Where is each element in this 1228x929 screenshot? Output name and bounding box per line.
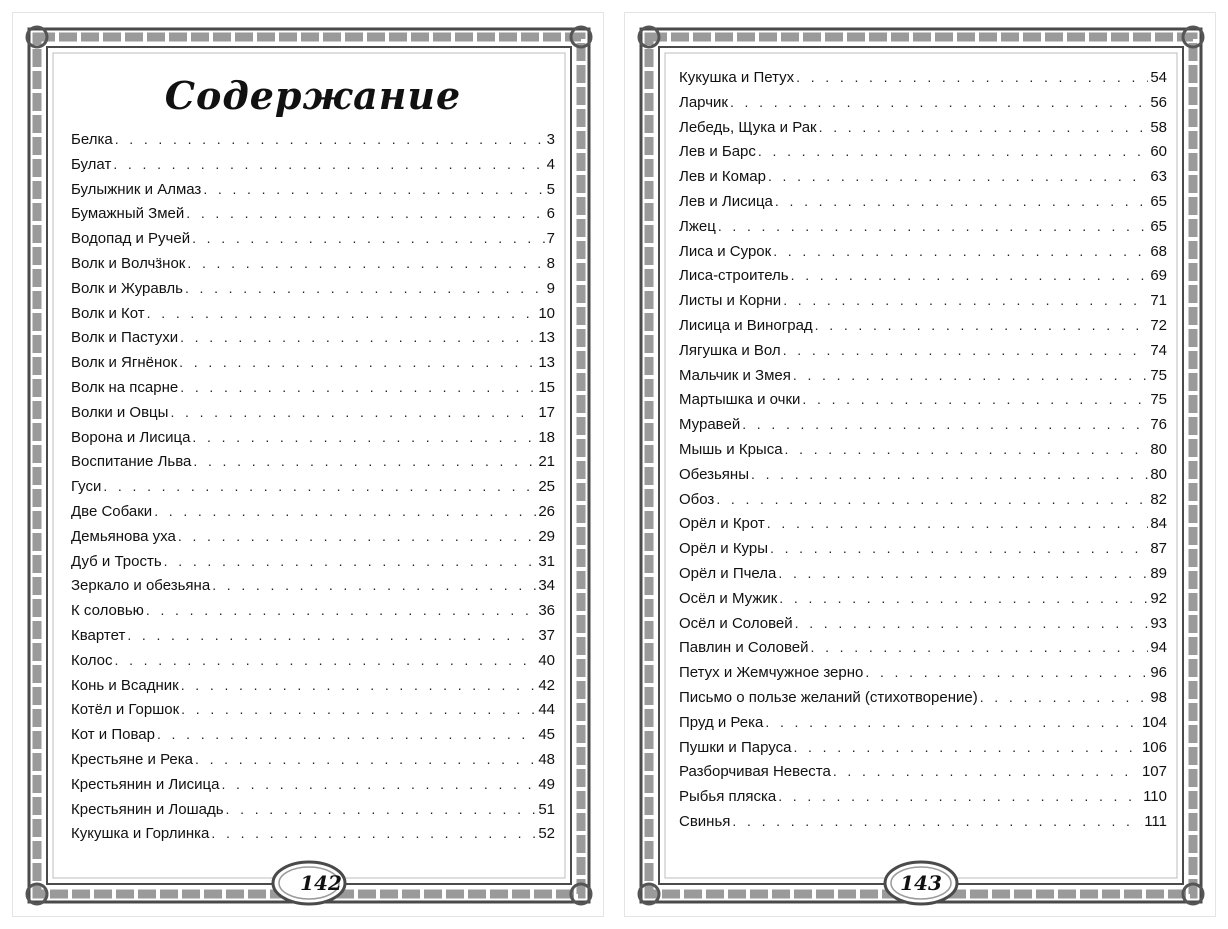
toc-entry-title: Лягушка и Вол xyxy=(679,341,781,359)
toc-entry xyxy=(71,499,555,524)
toc-entry-page: 42 xyxy=(538,676,555,694)
toc-entry xyxy=(679,115,1167,140)
toc-entry xyxy=(71,449,555,474)
toc-leader-dots xyxy=(203,177,544,202)
toc-entry-title: Муравей xyxy=(679,416,741,434)
toc-right-column xyxy=(679,65,1167,834)
toc-entry-page: 106 xyxy=(1141,738,1167,756)
toc-entry-page: 36 xyxy=(538,602,555,620)
toc-leader-dots xyxy=(115,648,537,673)
toc-entry-page: 65 xyxy=(1150,192,1167,210)
toc-leader-dots xyxy=(179,350,536,375)
toc-entry-page: 5 xyxy=(546,180,555,198)
toc-entry-page: 93 xyxy=(1150,614,1167,632)
toc-leader-dots xyxy=(865,660,1148,685)
toc-entry xyxy=(71,474,555,499)
toc-entry-title: Орёл и Крот xyxy=(679,515,765,533)
toc-entry xyxy=(679,561,1167,586)
toc-leader-dots xyxy=(730,90,1148,115)
toc-entry xyxy=(71,524,555,549)
toc-left-column xyxy=(71,71,555,846)
toc-entry xyxy=(71,177,555,202)
toc-leader-dots xyxy=(212,573,536,598)
toc-leader-dots xyxy=(193,449,536,474)
toc-entry-title: Лжец xyxy=(679,217,716,235)
toc-leader-dots xyxy=(181,673,537,698)
toc-leader-dots xyxy=(147,301,537,326)
toc-entry xyxy=(679,536,1167,561)
toc-entry xyxy=(71,598,555,623)
toc-entry-title: Обоз xyxy=(679,490,715,508)
toc-entry xyxy=(679,139,1167,164)
toc-entry xyxy=(679,214,1167,239)
toc-entry xyxy=(71,821,555,846)
toc-entry-title: Мышь и Крыса xyxy=(679,440,783,458)
toc-entry-page: 110 xyxy=(1143,788,1167,806)
toc-entry-page: 76 xyxy=(1150,416,1167,434)
toc-entry-page: 44 xyxy=(538,701,555,719)
toc-leader-dots xyxy=(783,288,1148,313)
toc-entry-title: Рыбья пляска xyxy=(679,788,777,806)
toc-entry-page: 80 xyxy=(1150,440,1167,458)
toc-leader-dots xyxy=(164,549,537,574)
toc-leader-dots xyxy=(768,164,1148,189)
toc-entry-title: Кукушка и Петух xyxy=(679,69,795,86)
toc-entry-page: 8 xyxy=(546,254,555,272)
toc-entry xyxy=(71,226,555,251)
toc-entry xyxy=(679,437,1167,462)
toc-leader-dots xyxy=(765,710,1140,735)
toc-entry-title: Петух и Жемчужное зерно xyxy=(679,664,864,682)
toc-entry-page: 25 xyxy=(538,478,555,496)
toc-entry xyxy=(71,623,555,648)
toc-entry xyxy=(71,673,555,698)
toc-entry-page: 10 xyxy=(538,304,555,322)
toc-entry-page: 87 xyxy=(1150,540,1167,558)
toc-entry xyxy=(71,251,555,276)
toc-entry-page: 56 xyxy=(1150,93,1167,111)
toc-entry-title: Мартышка и очки xyxy=(679,391,801,409)
toc-leader-dots xyxy=(127,623,536,648)
toc-entry xyxy=(71,127,555,152)
toc-entry-title: Гуси xyxy=(71,478,102,496)
toc-leader-dots xyxy=(226,797,537,822)
toc-entry-page: 31 xyxy=(538,552,555,570)
toc-entry-title: Пруд и Река xyxy=(679,713,764,731)
toc-entry-page: 7 xyxy=(546,230,555,248)
toc-entry-page: 13 xyxy=(538,329,555,347)
toc-leader-dots xyxy=(833,759,1140,784)
toc-entry xyxy=(679,611,1167,636)
toc-entry-title: Осёл и Соловей xyxy=(679,614,793,632)
toc-entry-title: Квартет xyxy=(71,626,126,644)
right-page xyxy=(624,12,1216,917)
toc-leader-dots xyxy=(115,127,545,152)
toc-entry xyxy=(71,772,555,797)
toc-entry-page: 74 xyxy=(1150,341,1167,359)
toc-entry xyxy=(679,784,1167,809)
toc-leader-dots xyxy=(751,462,1148,487)
toc-leader-dots xyxy=(195,747,536,772)
toc-entry-title: Волк и Журавль xyxy=(71,279,183,297)
toc-entry xyxy=(71,375,555,400)
toc-entry-title: Лебедь, Щука и Рак xyxy=(679,118,817,136)
toc-entry-title: Письмо о пользе желаний (стихотворение) xyxy=(679,688,978,706)
toc-entry-page: 65 xyxy=(1150,217,1167,235)
toc-entry xyxy=(679,685,1167,710)
toc-leader-dots xyxy=(811,635,1149,660)
toc-entry-page: 6 xyxy=(546,205,555,223)
toc-leader-dots xyxy=(732,809,1142,834)
toc-entry-title: Лиса-строитель xyxy=(679,267,789,285)
toc-entry xyxy=(679,164,1167,189)
toc-entry-page: 94 xyxy=(1150,639,1167,657)
toc-entry-title: Мальчик и Змея xyxy=(679,366,791,384)
toc-leader-dots xyxy=(180,325,536,350)
toc-leader-dots xyxy=(185,276,545,301)
toc-entry-title: Волк и Волчӟнок xyxy=(71,254,186,272)
toc-entry-page: 37 xyxy=(538,626,555,644)
toc-entry xyxy=(71,301,555,326)
toc-leader-dots xyxy=(192,425,536,450)
toc-entry-page: 18 xyxy=(538,428,555,446)
toc-entry xyxy=(679,239,1167,264)
toc-entry-title: Дуб и Трость xyxy=(71,552,162,570)
toc-entry-title: Волк на псарне xyxy=(71,378,179,396)
toc-entry-page: 52 xyxy=(538,825,555,843)
toc-entry xyxy=(679,338,1167,363)
toc-entry xyxy=(679,387,1167,412)
toc-entry xyxy=(71,325,555,350)
toc-entry-page: 26 xyxy=(538,502,555,520)
toc-entry xyxy=(71,425,555,450)
toc-leader-dots xyxy=(718,214,1149,239)
toc-leader-dots xyxy=(815,313,1149,338)
toc-entry xyxy=(679,412,1167,437)
toc-entry-page: 15 xyxy=(538,378,555,396)
toc-leader-dots xyxy=(791,263,1149,288)
toc-entry-title: Волк и Кот xyxy=(71,304,145,322)
toc-leader-dots xyxy=(742,412,1148,437)
toc-entry xyxy=(679,487,1167,512)
toc-entry xyxy=(71,549,555,574)
toc-entry-page: 17 xyxy=(538,403,555,421)
toc-entry xyxy=(679,363,1167,388)
toc-leader-dots xyxy=(785,437,1149,462)
toc-entry-title: Волк и Ягнёнок xyxy=(71,354,178,372)
toc-entry xyxy=(679,809,1167,834)
toc-entry xyxy=(679,288,1167,313)
toc-entry-title: Разборчивая Невеста xyxy=(679,763,831,781)
toc-entry-title: Колос xyxy=(71,651,113,669)
toc-leader-dots xyxy=(819,115,1149,140)
toc-leader-dots xyxy=(146,598,536,623)
toc-entry-page: 107 xyxy=(1141,763,1167,781)
toc-leader-dots xyxy=(211,821,536,846)
toc-leader-dots xyxy=(180,375,536,400)
toc-entry-title: Булыжник и Алмаз xyxy=(71,180,202,198)
toc-entry-title: Воспитание Льва xyxy=(71,453,192,471)
toc-entry xyxy=(71,697,555,722)
toc-entry xyxy=(679,635,1167,660)
toc-entry-title: Крестьянин и Лисица xyxy=(71,775,220,793)
toc-leader-dots xyxy=(796,65,1148,90)
toc-entry-title: Лисица и Виноград xyxy=(679,316,813,334)
toc-entry xyxy=(679,660,1167,685)
toc-entry-page: 63 xyxy=(1150,168,1167,186)
toc-leader-dots xyxy=(793,363,1148,388)
toc-entry-page: 92 xyxy=(1150,589,1167,607)
toc-entry-title: Котёл и Горшок xyxy=(71,701,180,719)
toc-entry-page: 72 xyxy=(1150,316,1167,334)
toc-entry-page: 45 xyxy=(538,726,555,744)
toc-entry xyxy=(679,759,1167,784)
toc-list-left xyxy=(71,127,555,846)
toc-entry-title: Демьянова уха xyxy=(71,527,176,545)
toc-entry-title: Две Собаки xyxy=(71,502,153,520)
toc-entry-title: Конь и Всадник xyxy=(71,676,179,694)
toc-leader-dots xyxy=(181,697,536,722)
toc-leader-dots xyxy=(767,511,1149,536)
toc-list-right xyxy=(679,65,1167,834)
toc-entry-page: 58 xyxy=(1150,118,1167,136)
toc-entry-title: Крестьянин и Лошадь xyxy=(71,800,224,818)
toc-entry-page: 104 xyxy=(1141,713,1167,731)
toc-entry-page: 80 xyxy=(1150,465,1167,483)
toc-entry-title: Волк и Пастухи xyxy=(71,329,179,347)
toc-entry-title: Свинья xyxy=(679,812,731,830)
toc-leader-dots xyxy=(154,499,536,524)
toc-entry-page: 69 xyxy=(1150,267,1167,285)
toc-entry-title: Ворона и Лисица xyxy=(71,428,191,446)
toc-entry-page: 98 xyxy=(1150,688,1167,706)
toc-leader-dots xyxy=(758,139,1148,164)
toc-entry xyxy=(679,511,1167,536)
toc-entry-page: 68 xyxy=(1150,242,1167,260)
page-number-right: 143 xyxy=(900,871,942,895)
toc-entry-page: 9 xyxy=(546,279,555,297)
toc-entry-title: Лев и Комар xyxy=(679,168,766,186)
toc-entry-title: Павлин и Соловей xyxy=(679,639,809,657)
toc-leader-dots xyxy=(980,685,1149,710)
toc-entry-page: 21 xyxy=(538,453,555,471)
toc-heading: Содержание xyxy=(164,73,462,118)
toc-leader-dots xyxy=(192,226,545,251)
toc-leader-dots xyxy=(795,611,1149,636)
toc-entry-page: 84 xyxy=(1150,515,1167,533)
toc-entry-title: Лев и Барс xyxy=(679,143,756,161)
toc-leader-dots xyxy=(775,189,1148,214)
toc-leader-dots xyxy=(783,338,1149,363)
toc-entry xyxy=(71,400,555,425)
toc-leader-dots xyxy=(103,474,536,499)
toc-entry xyxy=(71,797,555,822)
toc-entry xyxy=(71,722,555,747)
toc-entry-title: Орёл и Пчела xyxy=(679,564,777,582)
toc-entry-title: Пушки и Паруса xyxy=(679,738,792,756)
toc-leader-dots xyxy=(802,387,1148,412)
toc-entry xyxy=(679,313,1167,338)
toc-entry xyxy=(71,747,555,772)
toc-entry-page: 96 xyxy=(1150,664,1167,682)
toc-entry-page: 75 xyxy=(1150,366,1167,384)
toc-entry-page: 75 xyxy=(1150,391,1167,409)
toc-entry-title: Лиса и Сурок xyxy=(679,242,772,260)
toc-entry-title: Обезьяны xyxy=(679,465,749,483)
toc-entry xyxy=(71,276,555,301)
toc-entry-title: Ларчик xyxy=(679,93,728,111)
toc-entry xyxy=(679,462,1167,487)
toc-entry-title: Осёл и Мужик xyxy=(679,589,778,607)
toc-entry-page: 3 xyxy=(546,131,555,148)
toc-entry-title: Водопад и Ручей xyxy=(71,230,191,248)
toc-entry-title: К соловью xyxy=(71,602,144,620)
toc-entry-title: Крестьяне и Река xyxy=(71,750,193,768)
toc-entry-title: Листы и Корни xyxy=(679,292,782,310)
toc-entry-title: Кукушка и Горлинка xyxy=(71,825,210,843)
toc-entry-page: 40 xyxy=(538,651,555,669)
toc-entry xyxy=(71,648,555,673)
toc-leader-dots xyxy=(793,735,1140,760)
toc-leader-dots xyxy=(778,784,1141,809)
toc-entry-page: 13 xyxy=(538,354,555,372)
toc-leader-dots xyxy=(716,487,1148,512)
toc-entry-title: Кот и Повар xyxy=(71,726,155,744)
toc-entry-title: Волки и Овцы xyxy=(71,403,169,421)
toc-entry-page: 29 xyxy=(538,527,555,545)
toc-entry xyxy=(679,735,1167,760)
toc-entry-title: Зеркало и обезьяна xyxy=(71,577,211,595)
toc-entry-page: 48 xyxy=(538,750,555,768)
toc-entry-page: 89 xyxy=(1150,564,1167,582)
toc-leader-dots xyxy=(221,772,536,797)
toc-entry xyxy=(679,189,1167,214)
toc-entry xyxy=(71,573,555,598)
toc-leader-dots xyxy=(187,251,544,276)
toc-entry xyxy=(679,65,1167,90)
toc-entry-page: 111 xyxy=(1144,812,1167,830)
toc-entry-title: Белка xyxy=(71,131,113,148)
toc-entry xyxy=(679,710,1167,735)
toc-entry xyxy=(71,201,555,226)
toc-entry-title: Булат xyxy=(71,155,112,173)
toc-entry xyxy=(71,152,555,177)
toc-entry-title: Бумажный Змей xyxy=(71,205,185,223)
toc-leader-dots xyxy=(773,239,1148,264)
left-page xyxy=(12,12,604,917)
toc-entry-page: 4 xyxy=(546,155,555,173)
page-number-left: 142 xyxy=(300,871,342,895)
toc-leader-dots xyxy=(170,400,536,425)
toc-entry-page: 54 xyxy=(1150,69,1167,86)
toc-leader-dots xyxy=(157,722,536,747)
toc-entry-page: 51 xyxy=(538,800,555,818)
toc-entry xyxy=(679,90,1167,115)
toc-leader-dots xyxy=(186,201,544,226)
toc-entry-page: 82 xyxy=(1150,490,1167,508)
toc-leader-dots xyxy=(178,524,536,549)
toc-entry-title: Лев и Лисица xyxy=(679,192,773,210)
toc-entry xyxy=(679,586,1167,611)
toc-entry xyxy=(679,263,1167,288)
toc-entry-title: Орёл и Куры xyxy=(679,540,769,558)
toc-entry-page: 71 xyxy=(1150,292,1167,310)
toc-leader-dots xyxy=(778,561,1148,586)
toc-entry-page: 34 xyxy=(538,577,555,595)
toc-leader-dots xyxy=(770,536,1148,561)
toc-entry-page: 49 xyxy=(538,775,555,793)
toc-entry-page: 60 xyxy=(1150,143,1167,161)
toc-leader-dots xyxy=(113,152,544,177)
toc-entry xyxy=(71,350,555,375)
toc-leader-dots xyxy=(779,586,1148,611)
